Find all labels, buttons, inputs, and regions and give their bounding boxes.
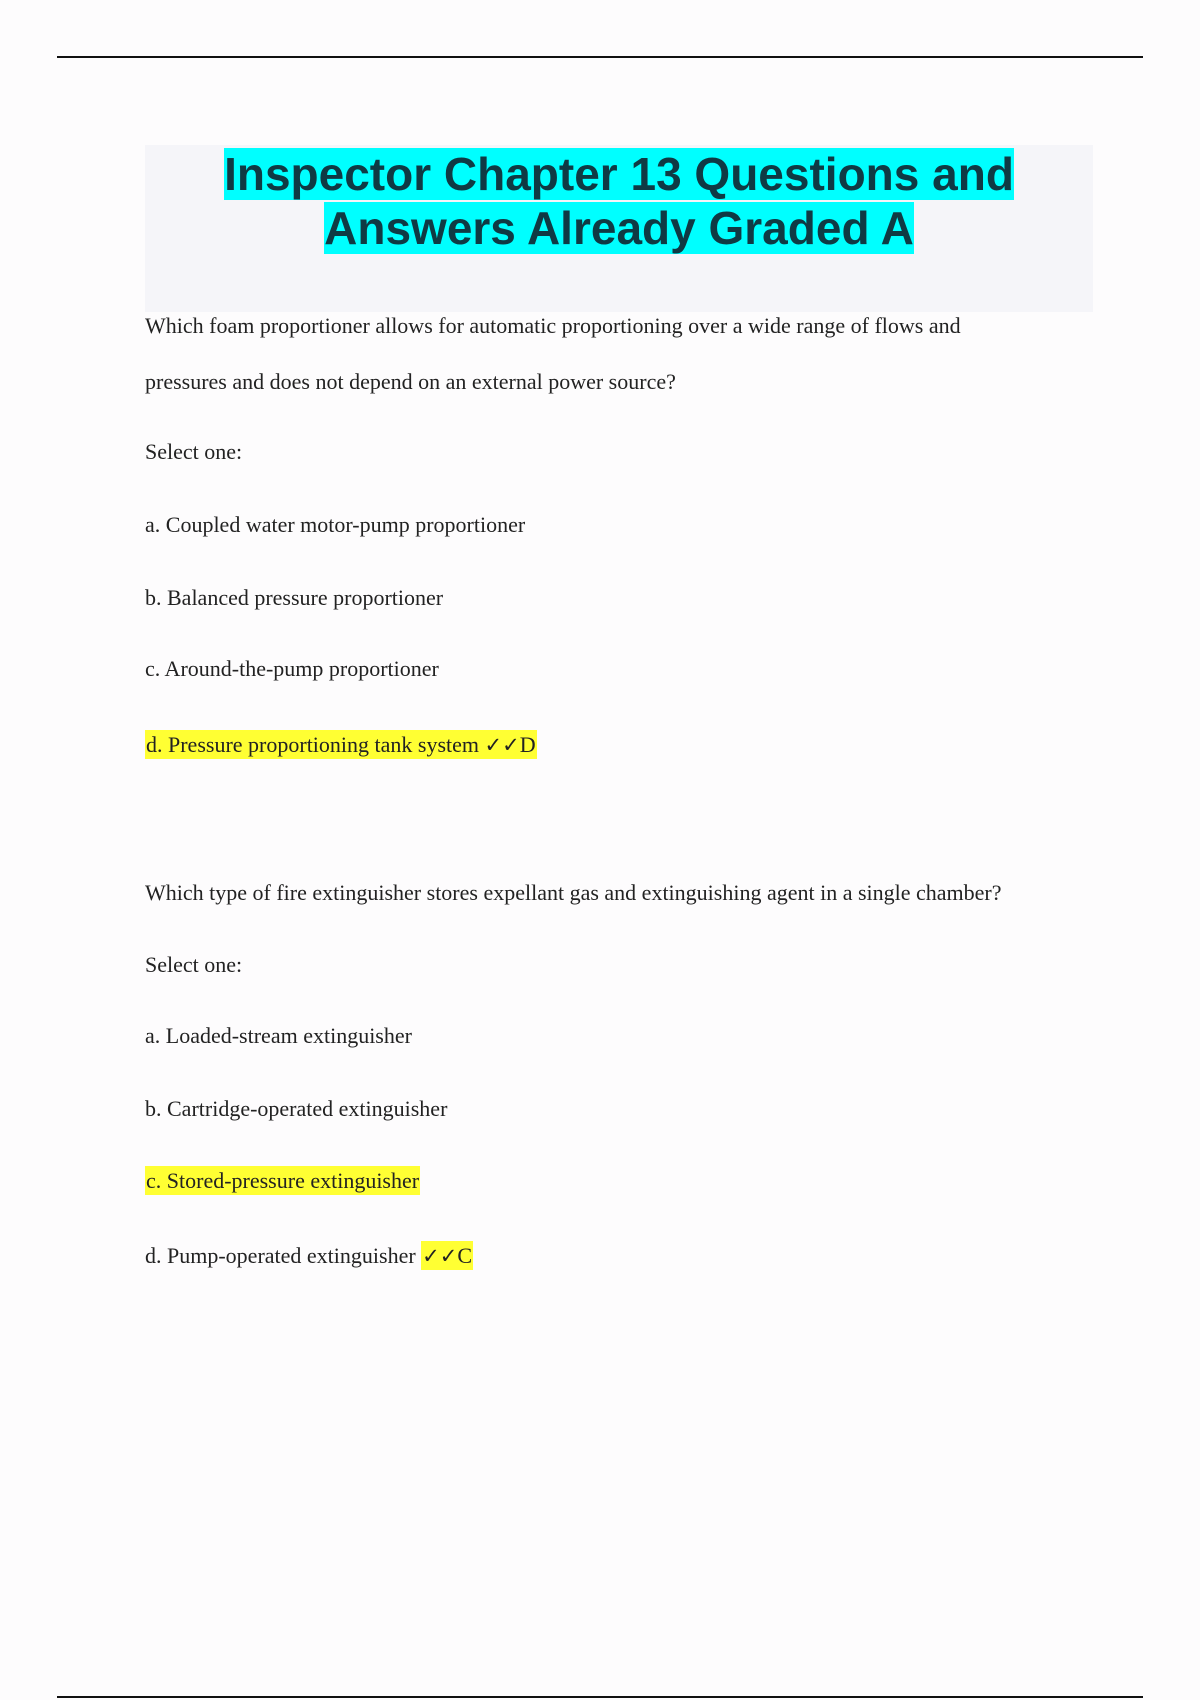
question-2-prompt-line-1: Which type of fire extinguisher stores expellant gas and extinguishing agent in a single chamber? [145,880,1002,905]
question-2-answer-highlight: c. Stored-pressure extinguisher [146,1168,420,1193]
question-2-option-a: a. Loaded-stream extinguisher [145,1023,412,1048]
question-2-answer-key [421,1241,473,1270]
question-2-option-d-text: d. Pump-operated extinguisher [145,1243,422,1268]
check-marks-icon: ✓✓ [422,1244,458,1268]
question-1-option-c: c. Around-the-pump proportioner [145,656,439,681]
question-1-answer-highlight [145,730,537,759]
question-2-select-label: Select one: [145,952,243,977]
question-1-option-d [145,730,537,760]
title-box [145,145,1093,312]
question-1-prompt-line-2: pressures and does not depend on an external power source? [145,369,676,394]
question-2-option-d [145,1241,473,1271]
top-rule [57,56,1143,58]
question-1-prompt-line-1: Which foam proportioner allows for automatic proportioning over a wide range of flows and [145,313,961,338]
question-1-select-label: Select one: [145,439,243,464]
bottom-rule [57,1696,1143,1698]
question-2-answer-letter: C [457,1243,473,1268]
question-1-option-a: a. Coupled water motor-pump proportioner [145,512,526,537]
document-title [224,147,1014,255]
title-line-1: Inspector Chapter 13 Questions and [224,148,1014,200]
question-1-option-d-text: d. Pressure proportioning tank system [146,732,485,757]
check-marks-icon: ✓✓ [484,733,520,757]
question-1-option-b: b. Balanced pressure proportioner [145,585,444,610]
question-1-answer-letter: D [519,732,536,757]
question-2-option-c [145,1166,420,1196]
question-2-option-b: b. Cartridge-operated extinguisher [145,1096,448,1121]
title-line-2: Answers Already Graded A [324,202,914,254]
